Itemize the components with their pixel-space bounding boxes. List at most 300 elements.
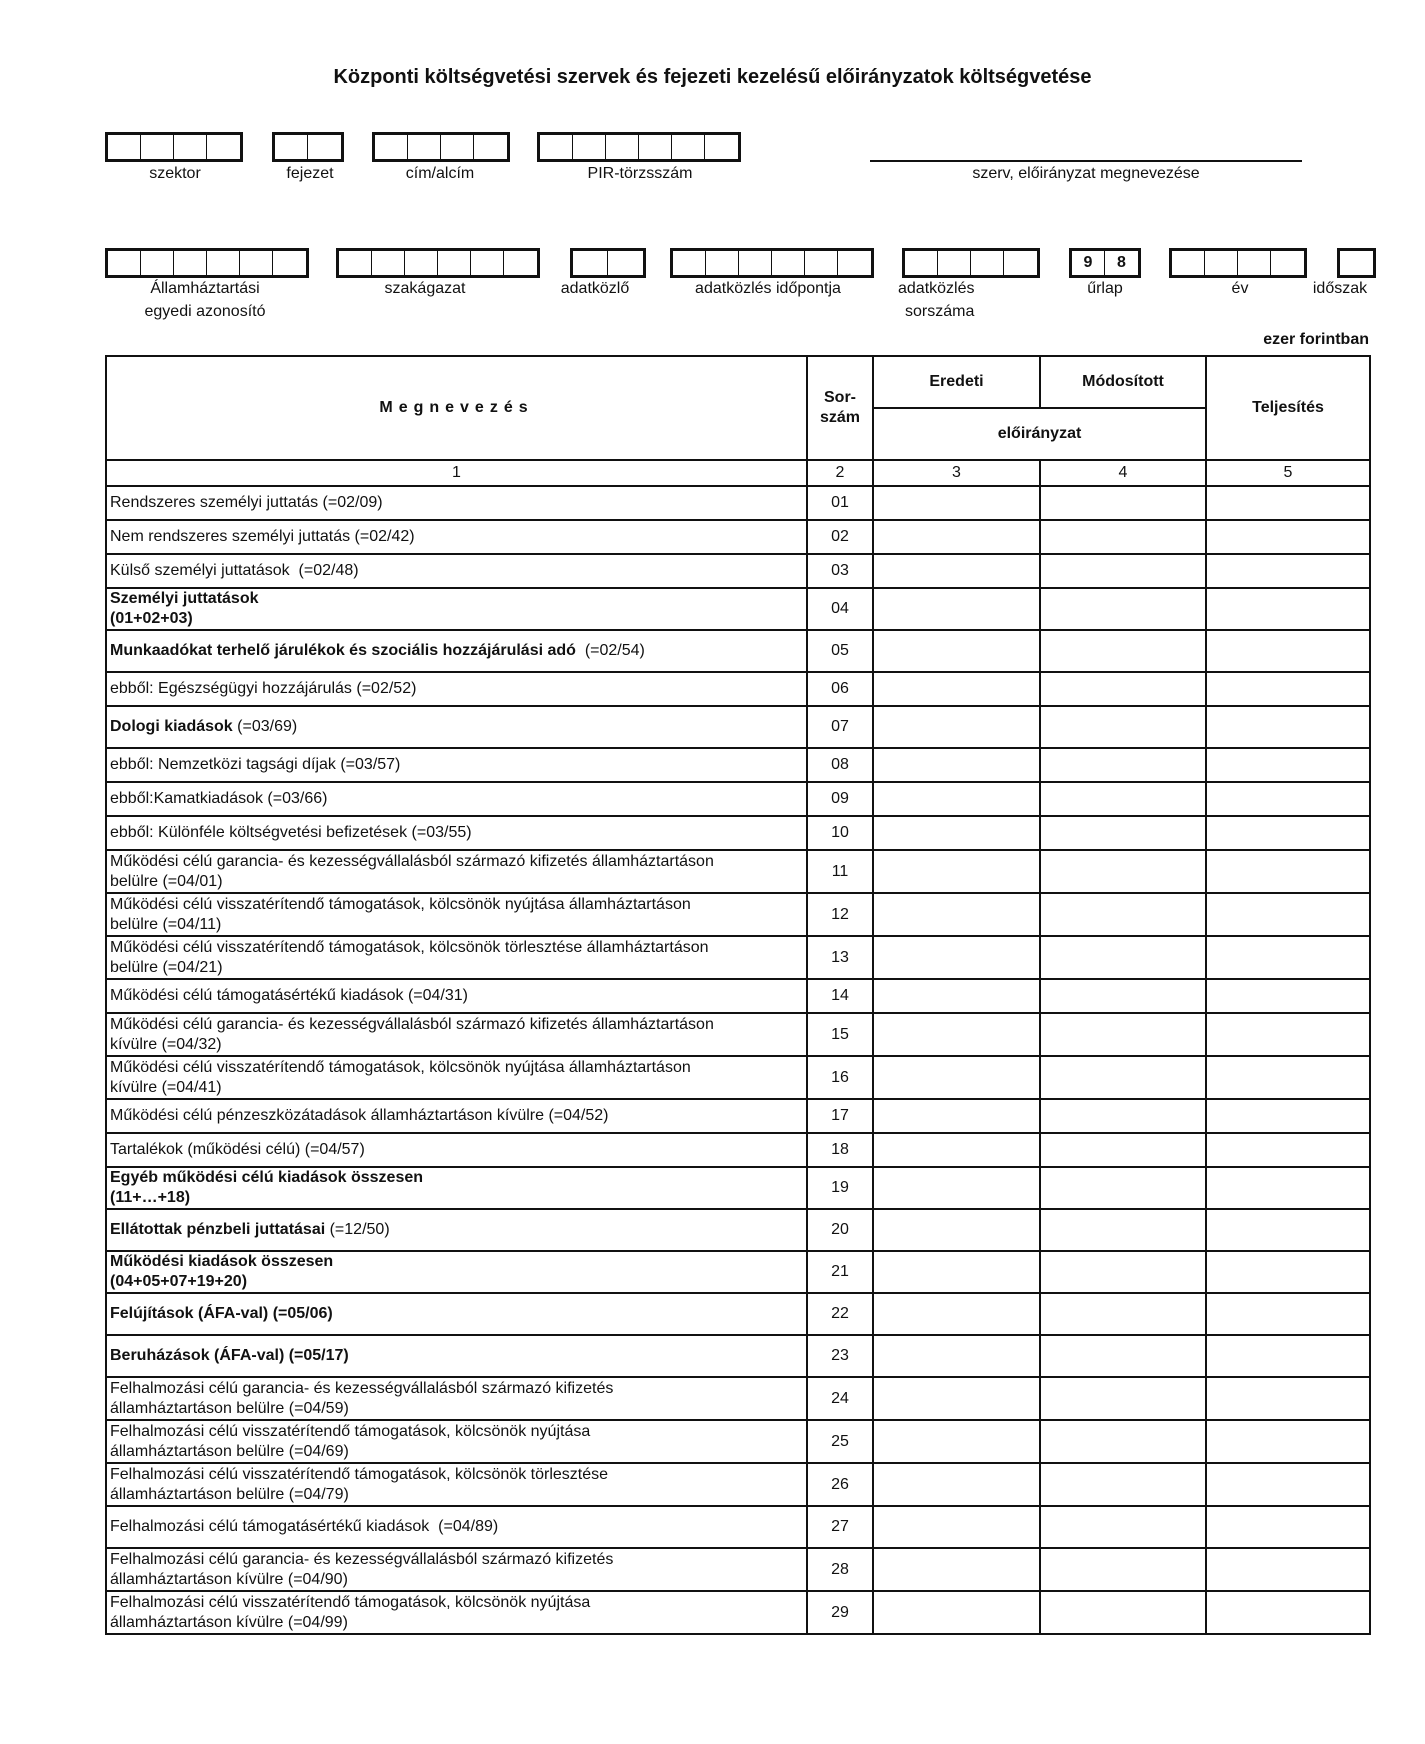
table-row <box>106 816 1370 850</box>
value-cell-teljesites[interactable] <box>1206 816 1370 850</box>
row-number: 05 <box>807 630 873 672</box>
row-label <box>106 782 807 816</box>
value-cell-modositott[interactable] <box>1040 1293 1206 1335</box>
digit-box[interactable] <box>706 251 739 275</box>
row-label-line2: belülre (=04/01) <box>110 872 223 890</box>
value-cell-modositott[interactable] <box>1040 706 1206 748</box>
row-label-text: Tartalékok (működési célú) (=04/57) <box>110 1141 365 1158</box>
row-label-text: (=02/54) <box>575 642 645 659</box>
digit-box[interactable] <box>1205 251 1238 275</box>
azonosito-label-1: Államháztartási <box>150 280 260 297</box>
urlap-label: űrlap <box>1087 280 1123 297</box>
row-number: 16 <box>807 1056 873 1099</box>
value-cell-modositott[interactable] <box>1040 588 1206 630</box>
header-megnevezes: Megnevezés <box>106 356 807 460</box>
table-row <box>106 588 1370 630</box>
idoszak-label: időszak <box>1312 280 1368 297</box>
value-cell-teljesites[interactable] <box>1206 979 1370 1013</box>
digit-box[interactable] <box>207 135 240 159</box>
digit-box[interactable] <box>540 135 573 159</box>
value-cell-modositott[interactable] <box>1040 1377 1206 1420</box>
column-number: 2 <box>807 460 873 486</box>
value-cell-modositott[interactable] <box>1040 1335 1206 1377</box>
header-eredeti: Eredeti <box>873 356 1040 408</box>
digit-box[interactable] <box>1004 251 1037 275</box>
value-cell-teljesites[interactable] <box>1206 782 1370 816</box>
digit-box[interactable] <box>174 135 207 159</box>
row-label <box>106 1056 807 1099</box>
szakagazat-input[interactable] <box>336 248 540 278</box>
row-label-line2: belülre (=04/11) <box>110 915 222 933</box>
row-label-text: Működési célú garancia- és kezességvállalásból származó kifizetés államháztartáson <box>110 1015 714 1033</box>
row-label-text: ebből:Kamatkiadások (=03/66) <box>110 790 328 807</box>
table-row <box>106 1209 1370 1251</box>
value-cell-eredeti[interactable] <box>873 1420 1040 1463</box>
row-number: 02 <box>807 520 873 554</box>
value-cell-eredeti[interactable] <box>873 1377 1040 1420</box>
value-cell-modositott[interactable] <box>1040 486 1206 520</box>
value-cell-teljesites[interactable] <box>1206 1013 1370 1056</box>
row-label-line2: kívülre (=04/32) <box>110 1035 222 1053</box>
row-label <box>106 1209 807 1251</box>
value-cell-eredeti[interactable] <box>873 1099 1040 1133</box>
row-number: 09 <box>807 782 873 816</box>
row-label <box>106 936 807 979</box>
fejezet-label: fejezet <box>286 165 334 182</box>
digit-box[interactable] <box>1271 251 1304 275</box>
row-number: 12 <box>807 893 873 936</box>
row-label-line2: (04+05+07+19+20) <box>110 1273 248 1290</box>
value-cell-modositott[interactable] <box>1040 554 1206 588</box>
value-cell-eredeti[interactable] <box>873 1056 1040 1099</box>
table-row <box>106 979 1370 1013</box>
value-cell-teljesites[interactable] <box>1206 672 1370 706</box>
value-cell-eredeti[interactable] <box>873 588 1040 630</box>
digit-box[interactable] <box>441 135 474 159</box>
row-label-line2: (01+02+03) <box>110 610 193 627</box>
value-cell-eredeti[interactable] <box>873 520 1040 554</box>
value-cell-eredeti[interactable] <box>873 1013 1040 1056</box>
table-row <box>106 1167 1370 1209</box>
value-cell-teljesites[interactable] <box>1206 630 1370 672</box>
row-label <box>106 1133 807 1167</box>
szektor-input[interactable] <box>105 132 243 162</box>
value-cell-eredeti[interactable] <box>873 748 1040 782</box>
value-cell-teljesites[interactable] <box>1206 1099 1370 1133</box>
row-label-text: Felhalmozási célú visszatérítendő támogatások, kölcsönök nyújtása <box>110 1422 591 1440</box>
table-row <box>106 1420 1370 1463</box>
value-cell-modositott[interactable] <box>1040 1099 1206 1133</box>
digit-box[interactable] <box>1340 251 1373 275</box>
value-cell-eredeti[interactable] <box>873 1209 1040 1251</box>
value-cell-eredeti[interactable] <box>873 630 1040 672</box>
value-cell-eredeti[interactable] <box>873 1506 1040 1548</box>
table-row <box>106 520 1370 554</box>
digit-box[interactable] <box>705 135 738 159</box>
row-label-text: Működési célú visszatérítendő támogatások, kölcsönök törlesztése államháztartáson <box>110 938 709 956</box>
row-label-text: Nem rendszeres személyi juttatás (=02/42) <box>110 528 415 545</box>
urlap-box <box>1069 248 1141 278</box>
value-cell-teljesites[interactable] <box>1206 1293 1370 1335</box>
row-number: 19 <box>807 1167 873 1209</box>
digit-box[interactable] <box>608 251 643 275</box>
value-cell-eredeti[interactable] <box>873 893 1040 936</box>
digit-box[interactable] <box>408 135 441 159</box>
value-cell-modositott[interactable] <box>1040 782 1206 816</box>
column-number: 3 <box>873 460 1040 486</box>
szerv-nev-label: szerv, előirányzat megnevezése <box>972 165 1200 182</box>
value-cell-teljesites[interactable] <box>1206 554 1370 588</box>
table-row <box>106 782 1370 816</box>
digit-box[interactable] <box>504 251 537 275</box>
table-row <box>106 1506 1370 1548</box>
value-cell-modositott[interactable] <box>1040 850 1206 893</box>
value-cell-modositott[interactable] <box>1040 979 1206 1013</box>
digit-box[interactable] <box>339 251 372 275</box>
row-label-bold: Személyi juttatások <box>110 590 259 607</box>
value-cell-modositott[interactable] <box>1040 936 1206 979</box>
value-cell-eredeti[interactable] <box>873 1548 1040 1591</box>
row-label <box>106 979 807 1013</box>
value-cell-modositott[interactable] <box>1040 1209 1206 1251</box>
value-cell-eredeti[interactable] <box>873 1133 1040 1167</box>
digit-box[interactable] <box>938 251 971 275</box>
digit-box[interactable] <box>174 251 207 275</box>
row-label <box>106 554 807 588</box>
table-row <box>106 1377 1370 1420</box>
value-cell-teljesites[interactable] <box>1206 1167 1370 1209</box>
digit-box[interactable] <box>1172 251 1205 275</box>
value-cell-teljesites[interactable] <box>1206 1377 1370 1420</box>
value-cell-teljesites[interactable] <box>1206 588 1370 630</box>
value-cell-modositott[interactable] <box>1040 1420 1206 1463</box>
row-label-line2: államháztartáson kívülre (=04/99) <box>110 1613 348 1631</box>
pir-input[interactable] <box>537 132 741 162</box>
value-cell-teljesites[interactable] <box>1206 486 1370 520</box>
column-number: 1 <box>106 460 807 486</box>
row-label <box>106 1251 807 1293</box>
digit-box[interactable] <box>372 251 405 275</box>
digit-box[interactable] <box>308 135 341 159</box>
value-cell-eredeti[interactable] <box>873 1293 1040 1335</box>
value-cell-teljesites[interactable] <box>1206 850 1370 893</box>
value-cell-teljesites[interactable] <box>1206 520 1370 554</box>
value-cell-eredeti[interactable] <box>873 1167 1040 1209</box>
row-label-text: ebből: Egészségügyi hozzájárulás (=02/52) <box>110 680 417 697</box>
digit-box[interactable] <box>639 135 672 159</box>
table-row <box>106 554 1370 588</box>
sorszama-label-1: adatközlés <box>898 280 975 297</box>
header-modositott: Módosított <box>1040 356 1206 408</box>
table-row <box>106 630 1370 672</box>
value-cell-teljesites[interactable] <box>1206 1591 1370 1634</box>
digit-box[interactable] <box>474 135 507 159</box>
page-title: Központi költségvetési szervek és fejezeti kezelésű előirányzatok költségvetése <box>333 66 1092 88</box>
value-cell-eredeti[interactable] <box>873 486 1040 520</box>
row-label-text: Felhalmozási célú támogatásértékű kiadások (=04/89) <box>110 1518 499 1535</box>
table-row <box>106 748 1370 782</box>
row-label-bold: Felújítások (ÁFA-val) (=05/06) <box>110 1305 333 1322</box>
value-cell-modositott[interactable] <box>1040 1506 1206 1548</box>
row-label <box>106 1548 807 1591</box>
value-cell-eredeti[interactable] <box>873 554 1040 588</box>
cim-alcim-label: cím/alcím <box>405 165 475 182</box>
value-cell-eredeti[interactable] <box>873 1591 1040 1634</box>
value-cell-teljesites[interactable] <box>1206 1463 1370 1506</box>
digit-box[interactable] <box>673 251 706 275</box>
value-cell-eredeti[interactable] <box>873 816 1040 850</box>
row-label-bold: Egyéb működési célú kiadások összesen <box>110 1169 424 1186</box>
digit-box[interactable] <box>273 251 306 275</box>
digit-box[interactable] <box>405 251 438 275</box>
value-cell-eredeti[interactable] <box>873 979 1040 1013</box>
digit-box[interactable] <box>905 251 938 275</box>
value-cell-modositott[interactable] <box>1040 1056 1206 1099</box>
digit-box[interactable] <box>275 135 308 159</box>
digit-box[interactable] <box>108 135 141 159</box>
column-number: 4 <box>1040 460 1206 486</box>
table-row <box>106 850 1370 893</box>
row-label-text: Működési célú garancia- és kezességvállalásból származó kifizetés államháztartáson <box>110 852 714 870</box>
row-number: 08 <box>807 748 873 782</box>
table-row <box>106 1133 1370 1167</box>
table-row <box>106 706 1370 748</box>
value-cell-teljesites[interactable] <box>1206 1251 1370 1293</box>
digit-box[interactable] <box>240 251 273 275</box>
row-label-line2: államháztartáson belülre (=04/69) <box>110 1442 349 1460</box>
row-label <box>106 672 807 706</box>
row-label-bold: Munkaadókat terhelő járulékok és szociális hozzájárulási adó <box>110 642 576 659</box>
row-number: 18 <box>807 1133 873 1167</box>
szektor-label: szektor <box>149 165 201 182</box>
value-cell-teljesites[interactable] <box>1206 1335 1370 1377</box>
value-cell-eredeti[interactable] <box>873 1463 1040 1506</box>
table-row <box>106 1013 1370 1056</box>
row-label-text: Felhalmozási célú visszatérítendő támogatások, kölcsönök nyújtása <box>110 1593 591 1611</box>
adatkozles-idopontja-label: adatközlés időpontja <box>695 280 841 297</box>
row-label-line2: kívülre (=04/41) <box>110 1078 222 1096</box>
table-row <box>106 1548 1370 1591</box>
row-label-bold: Ellátottak pénzbeli juttatásai <box>110 1221 326 1238</box>
row-number: 23 <box>807 1335 873 1377</box>
row-label <box>106 816 807 850</box>
row-number: 07 <box>807 706 873 748</box>
row-label <box>106 1591 807 1634</box>
row-number: 20 <box>807 1209 873 1251</box>
value-cell-modositott[interactable] <box>1040 816 1206 850</box>
row-label <box>106 1167 807 1209</box>
row-label <box>106 1463 807 1506</box>
row-label-text: (=12/50) <box>325 1221 390 1238</box>
digit-box[interactable] <box>772 251 805 275</box>
row-number: 13 <box>807 936 873 979</box>
row-label <box>106 520 807 554</box>
table-row <box>106 1099 1370 1133</box>
value-cell-teljesites[interactable] <box>1206 1209 1370 1251</box>
value-cell-modositott[interactable] <box>1040 1251 1206 1293</box>
value-cell-eredeti[interactable] <box>873 1335 1040 1377</box>
table-row <box>106 936 1370 979</box>
digit-box[interactable] <box>1238 251 1271 275</box>
row-number: 27 <box>807 1506 873 1548</box>
value-cell-modositott[interactable] <box>1040 1591 1206 1634</box>
value-cell-modositott[interactable] <box>1040 520 1206 554</box>
digit-box[interactable] <box>805 251 838 275</box>
table-row <box>106 1335 1370 1377</box>
row-label <box>106 850 807 893</box>
azonosito-label-2: egyedi azonosító <box>144 303 266 320</box>
row-label-line2: (11+…+18) <box>110 1189 191 1206</box>
row-label-line2: államháztartáson belülre (=04/59) <box>110 1399 349 1417</box>
row-label-text: Működési célú támogatásértékű kiadások (=04/31) <box>110 987 468 1004</box>
table-row <box>106 1293 1370 1335</box>
value-cell-teljesites[interactable] <box>1206 893 1370 936</box>
row-number: 10 <box>807 816 873 850</box>
value-cell-modositott[interactable] <box>1040 1133 1206 1167</box>
row-label <box>106 1013 807 1056</box>
value-cell-teljesites[interactable] <box>1206 706 1370 748</box>
digit-box[interactable] <box>606 135 639 159</box>
unit-label: ezer forintban <box>1263 331 1369 348</box>
header-eloiranyzat: előirányzat <box>873 408 1206 460</box>
ev-input[interactable] <box>1169 248 1307 278</box>
row-label-line2: belülre (=04/21) <box>110 958 223 976</box>
row-label <box>106 486 807 520</box>
row-label <box>106 630 807 672</box>
row-number: 14 <box>807 979 873 1013</box>
idoszak-input[interactable] <box>1337 248 1376 278</box>
digit-box[interactable] <box>141 251 174 275</box>
sorszama-input[interactable] <box>902 248 1040 278</box>
value-cell-eredeti[interactable] <box>873 706 1040 748</box>
digit-box[interactable] <box>739 251 772 275</box>
urlap-digit-1: 9 <box>1072 251 1105 275</box>
row-label-bold: Dologi kiadások <box>110 718 233 735</box>
digit-box[interactable] <box>971 251 1004 275</box>
row-label-text: ebből: Különféle költségvetési befizetések (=03/55) <box>110 824 472 841</box>
value-cell-eredeti[interactable] <box>873 850 1040 893</box>
value-cell-teljesites[interactable] <box>1206 1420 1370 1463</box>
table-row <box>106 1591 1370 1634</box>
row-number: 29 <box>807 1591 873 1634</box>
row-label <box>106 588 807 630</box>
adatkozles-idopontja-input[interactable] <box>670 248 874 278</box>
row-label-text: Felhalmozási célú visszatérítendő támogatások, kölcsönök törlesztése <box>110 1465 609 1483</box>
value-cell-teljesites[interactable] <box>1206 1548 1370 1591</box>
row-label-text: Rendszeres személyi juttatás (=02/09) <box>110 494 383 511</box>
digit-box[interactable] <box>141 135 174 159</box>
digit-box[interactable] <box>438 251 471 275</box>
header-sorszam: Sor- szám <box>807 356 873 460</box>
row-label <box>106 893 807 936</box>
row-label-text: Külső személyi juttatások (=02/48) <box>110 562 359 579</box>
szerv-nev-line[interactable] <box>870 160 1302 162</box>
row-number: 25 <box>807 1420 873 1463</box>
table-row <box>106 893 1370 936</box>
pir-label: PIR-törzsszám <box>587 165 693 182</box>
value-cell-teljesites[interactable] <box>1206 1056 1370 1099</box>
row-number: 06 <box>807 672 873 706</box>
value-cell-eredeti[interactable] <box>873 672 1040 706</box>
value-cell-modositott[interactable] <box>1040 893 1206 936</box>
row-label <box>106 1420 807 1463</box>
row-number: 11 <box>807 850 873 893</box>
value-cell-eredeti[interactable] <box>873 782 1040 816</box>
value-cell-teljesites[interactable] <box>1206 748 1370 782</box>
value-cell-teljesites[interactable] <box>1206 1133 1370 1167</box>
row-label <box>106 706 807 748</box>
cim-alcim-input[interactable] <box>372 132 510 162</box>
row-label-text: Működési célú visszatérítendő támogatások, kölcsönök nyújtása államháztartáson <box>110 895 691 913</box>
row-label-text: ebből: Nemzetközi tagsági díjak (=03/57) <box>110 756 401 773</box>
row-label-text: (=03/69) <box>232 718 298 735</box>
digit-box[interactable] <box>375 135 408 159</box>
row-label-bold: Beruházások (ÁFA-val) (=05/17) <box>110 1347 349 1364</box>
row-label-line2: államháztartáson kívülre (=04/90) <box>110 1570 348 1588</box>
table-row <box>106 1463 1370 1506</box>
value-cell-modositott[interactable] <box>1040 748 1206 782</box>
row-number: 17 <box>807 1099 873 1133</box>
value-cell-modositott[interactable] <box>1040 630 1206 672</box>
fejezet-input[interactable] <box>272 132 344 162</box>
value-cell-modositott[interactable] <box>1040 1463 1206 1506</box>
row-number: 21 <box>807 1251 873 1293</box>
row-number: 28 <box>807 1548 873 1591</box>
sorszama-label-2: sorszáma <box>905 303 975 320</box>
digit-box[interactable] <box>672 135 705 159</box>
adatkozlo-label: adatközlő <box>560 280 630 297</box>
column-number-row <box>106 460 1370 486</box>
digit-box[interactable] <box>573 135 606 159</box>
budget-table <box>105 355 1371 1635</box>
digit-box[interactable] <box>108 251 141 275</box>
row-label-text: Felhalmozási célú garancia- és kezességvállalásból származó kifizetés <box>110 1379 614 1397</box>
row-number: 04 <box>807 588 873 630</box>
digit-box[interactable] <box>207 251 240 275</box>
ev-label: év <box>1231 280 1249 297</box>
row-label-text: Felhalmozási célú garancia- és kezességvállalásból származó kifizetés <box>110 1550 614 1568</box>
value-cell-modositott[interactable] <box>1040 1013 1206 1056</box>
table-row <box>106 1251 1370 1293</box>
row-label-line2: államháztartáson belülre (=04/79) <box>110 1485 349 1503</box>
azonosito-input[interactable] <box>105 248 309 278</box>
row-number: 15 <box>807 1013 873 1056</box>
value-cell-modositott[interactable] <box>1040 672 1206 706</box>
row-label <box>106 1377 807 1420</box>
digit-box[interactable] <box>471 251 504 275</box>
urlap-digit-2: 8 <box>1117 254 1126 271</box>
column-number: 5 <box>1206 460 1370 486</box>
value-cell-eredeti[interactable] <box>873 1251 1040 1293</box>
value-cell-modositott[interactable] <box>1040 1548 1206 1591</box>
row-label <box>106 748 807 782</box>
row-label <box>106 1506 807 1548</box>
adatkozlo-input[interactable] <box>570 248 646 278</box>
value-cell-modositott[interactable] <box>1040 1167 1206 1209</box>
row-number: 22 <box>807 1293 873 1335</box>
row-number: 01 <box>807 486 873 520</box>
row-label <box>106 1293 807 1335</box>
value-cell-teljesites[interactable] <box>1206 936 1370 979</box>
row-label <box>106 1099 807 1133</box>
table-row <box>106 1056 1370 1099</box>
row-number: 03 <box>807 554 873 588</box>
table-row <box>106 672 1370 706</box>
value-cell-eredeti[interactable] <box>873 936 1040 979</box>
digit-box[interactable] <box>838 251 871 275</box>
value-cell-teljesites[interactable] <box>1206 1506 1370 1548</box>
digit-box[interactable] <box>573 251 608 275</box>
